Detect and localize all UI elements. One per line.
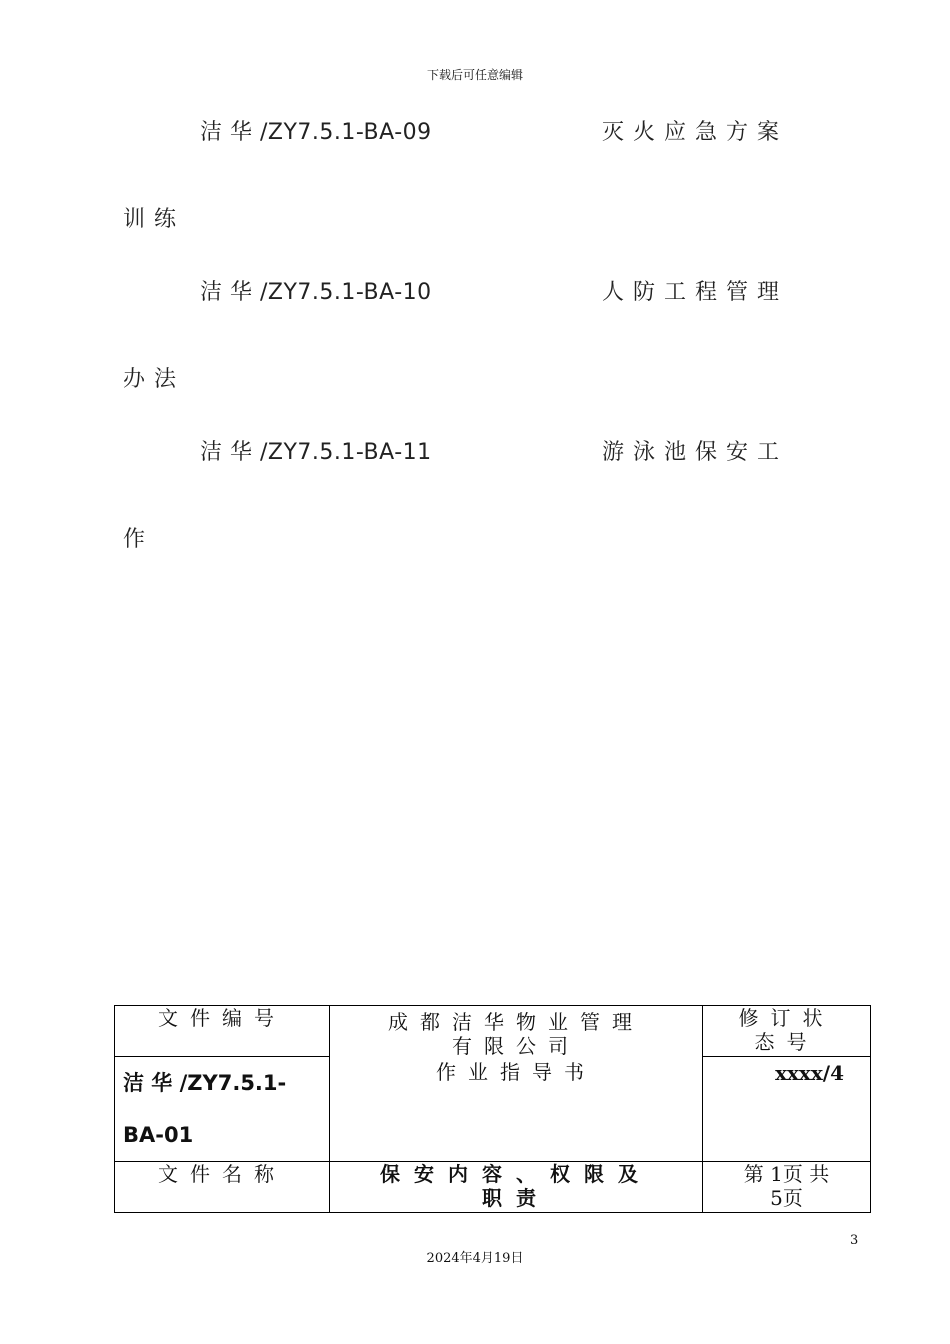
entry-code: 洁 华 /ZY7.5.1-BA-09 [200,120,432,145]
entry-name: 游泳池保安工 [602,440,789,465]
entry-continuation: 办法 [123,367,186,392]
page-info [703,1162,871,1213]
entry-code: 洁 华 /ZY7.5.1-BA-11 [200,440,432,465]
list-item [0,435,950,475]
page-info-line2: 5页 [770,1186,803,1210]
entry-continuation: 训练 [123,207,186,232]
doc-number-label: 文件编号 [115,1006,330,1057]
doc-title-line1: 保安内容、权限及 [380,1162,652,1186]
revision-value: xxxx/4 [703,1057,871,1162]
header-note: 下载后可任意编辑 [426,68,523,82]
doc-code-line1: 洁 华 /ZY7.5.1- [123,1071,287,1095]
doc-name-label: 文件名称 [115,1162,330,1213]
entry-name: 人防工程管理 [602,280,789,305]
doc-title-line2: 职责 [482,1186,550,1210]
doc-code-line2: BA-01 [123,1123,194,1147]
entry-continuation: 作 [123,527,155,552]
company-line1: 成都洁华物业管理 [388,1010,644,1034]
company-cell [330,1006,703,1162]
list-item [0,275,950,315]
revision-label-line2: 态号 [754,1030,819,1054]
list-item [0,115,950,155]
entry-name: 灭火应急方案 [602,120,789,145]
doc-title [330,1162,703,1213]
page-info-line1: 第 1页 共 [743,1162,830,1186]
page-number: 3 [850,1233,859,1248]
doc-code [115,1057,330,1162]
revision-label [703,1006,871,1057]
company-line2: 有限公司 [452,1034,580,1058]
revision-label-line1: 修订状 [738,1006,835,1030]
entry-code: 洁 华 /ZY7.5.1-BA-10 [200,280,432,305]
document-control-table [114,1005,871,1213]
footer-date: 2024年4月19日 [426,1251,524,1266]
instruction-book: 作业指导书 [436,1060,596,1084]
